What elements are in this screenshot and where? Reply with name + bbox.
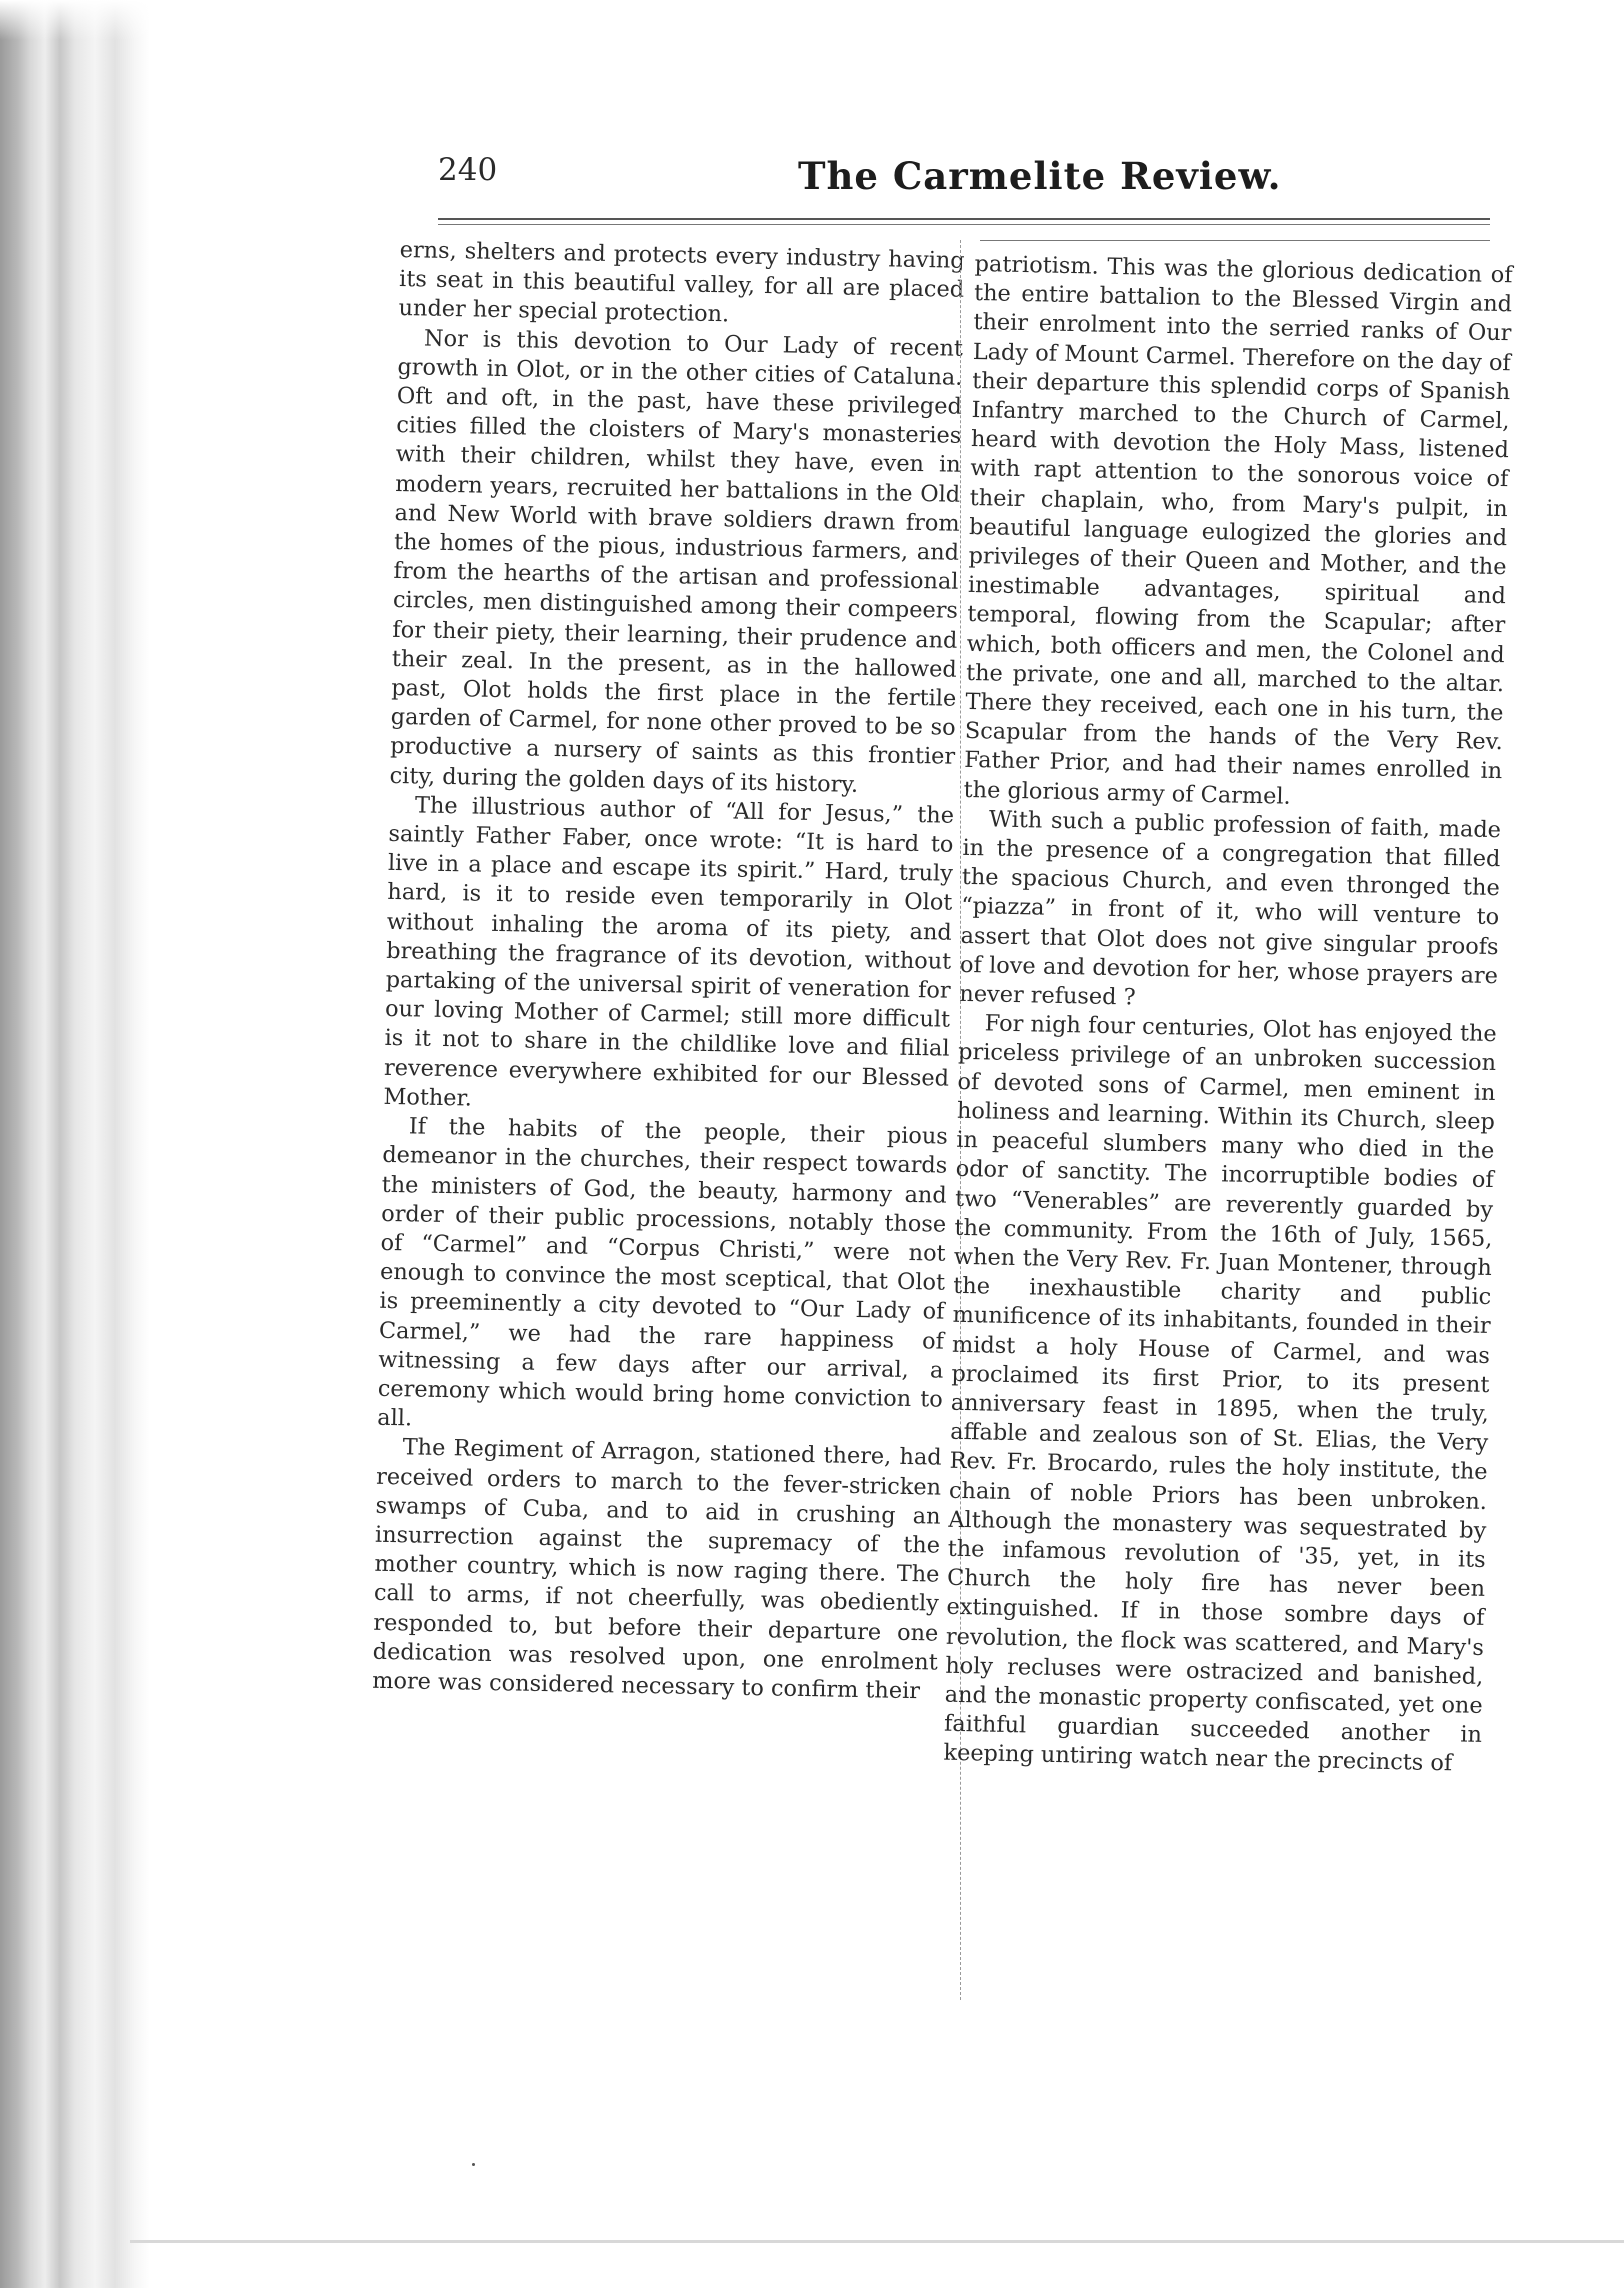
paragraph: The Regiment of Arragon, stationed there, had received orders to march to the fever-stricken swamps of Cuba, and to aid in crushing an insurrection against the supremacy of the mother country, which is now raging there. The call to arms, if not cheerfully, was obediently responded to, but before their departure one dedication was resolved upon, one enrolment more was considered necessary to confirm their (372, 1434, 942, 1705)
paragraph: erns, shelters and protects every industry having its seat in this beautiful valley, for all are placed under her special protection. (398, 236, 965, 328)
book-binding-gutter (0, 0, 150, 2288)
header-rule-thin (438, 224, 1490, 225)
paragraph: The illustrious author of “All for Jesus,” the saintly Father Faber, once wrote: “It is hard to live in a place and escape its spirit.” Hard, truly hard, is it to reside even temporarily in Olot without inhaling the aroma of its piety, and breathing the fragrance of its devotion, without partaking of the universal spirit of veneration for our loving Mother of Carmel; still more difficult is it not to share in the childlike love and filial reverence everywhere exhibited for our Blessed Mother. (383, 792, 955, 1112)
header-rule (438, 218, 1490, 220)
right-column (943, 250, 1513, 1779)
left-column (372, 236, 965, 1707)
paragraph: patriotism. This was the glorious dedication of the entire battalion to the Blessed Virgin and their enrolment into the serried ranks of Our Lady of Mount Carmel. Therefore on the day of their departure this splendid corps of Spanish Infantry marched to the Church of Carmel, heard with devotion the Holy Mass, listened with rapt attention to the sonorous voice of their chaplain, who, from Mary's pulpit, in beautiful language eulogized the glories and privileges of their Queen and Mother, and the inestimable advantages, spiritual and temporal, flowing from the Scapular; after which, both officers and men, the Colonel and the private, one and all, marched to the altar. There they received, each one in his turn, the Scapular from the hands of the Very Rev. Father Prior, and had their names enrolled in the glorious army of Carmel. (963, 250, 1513, 810)
binding-top-fade (0, 0, 150, 40)
paragraph: For nigh four centuries, Olot has enjoyed the priceless privilege of an unbroken succession of devoted sons of Carmel, men eminent in holiness and learning. Within its Church, sleep in peaceful slumbers many who died in the odor of sanctity. The incorruptible bodies of two “Venerables” are reverently guarded by the community. From the 16th of July, 1565, when the Very Rev. Fr. Juan Montener, through the inexhaustible charity and public munificence of its inhabitants, founded in their midst a holy House of Carmel, and was proclaimed its first Prior, to its present anniversary feast in 1895, when the truly, affable and zealous son of St. Elias, the Very Rev. Fr. Brocardo, rules the holy institute, the chain of noble Priors has been unbroken. Although the monastery was sequestrated by the infamous revolution of '35, yet, in its Church the holy fire has never been extinguished. If in those sombre days of revolution, the flock was scattered, and Mary's holy recluses were ostracized and banished, and the monastic property confiscated, yet one faithful guardian succeeded another in keeping untiring watch near the precincts of (943, 1010, 1497, 1777)
page-number: 240 (438, 152, 498, 188)
page-bottom-edge (130, 2240, 1624, 2243)
paragraph: With such a public profession of faith, made in the presence of a congregation that filled the spacious Church, and even thronged the “piazza” in front of it, who will venture to assert that Olot does not give singular proofs of love and devotion for her, whose prayers are never refused ? (959, 806, 1502, 1011)
ink-speck (472, 2163, 475, 2166)
running-title: The Carmelite Review. (798, 154, 1282, 198)
paragraph: Nor is this devotion to Our Lady of recent growth in Olot, or in the other cities of Cataluna. Oft and oft, in the past, have these privileged cities filled the cloisters of Mary's monasteries with their children, whilst they have, even in modern years, recruited her battalions in the Old and New World with brave soldiers drawn from the homes of the pious, industrious farmers, and from the hearths of the artisan and professional circles, men distinguished among their compeers for their piety, their learning, their prudence and their zeal. In the present, as in the hallowed past, Olot holds the first place in the fertile garden of Carmel, for none other proved to be so productive a nursery of saints as this frontier city, during the golden days of its history. (389, 325, 964, 798)
paragraph: If the habits of the people, their pious demeanor in the churches, their respect towards the ministers of God, the beauty, harmony and order of their public processions, notably those of “Carmel” and “Corpus Christi,” were not enough to convince the most sceptical, that Olot is preeminently a city devoted to “Our Lady of Carmel,” we had the rare happiness of witnessing a few days after our arrival, a ceremony which would bring home conviction to all. (377, 1113, 949, 1432)
column-head-rule (980, 240, 1490, 241)
page-header (438, 150, 1528, 220)
